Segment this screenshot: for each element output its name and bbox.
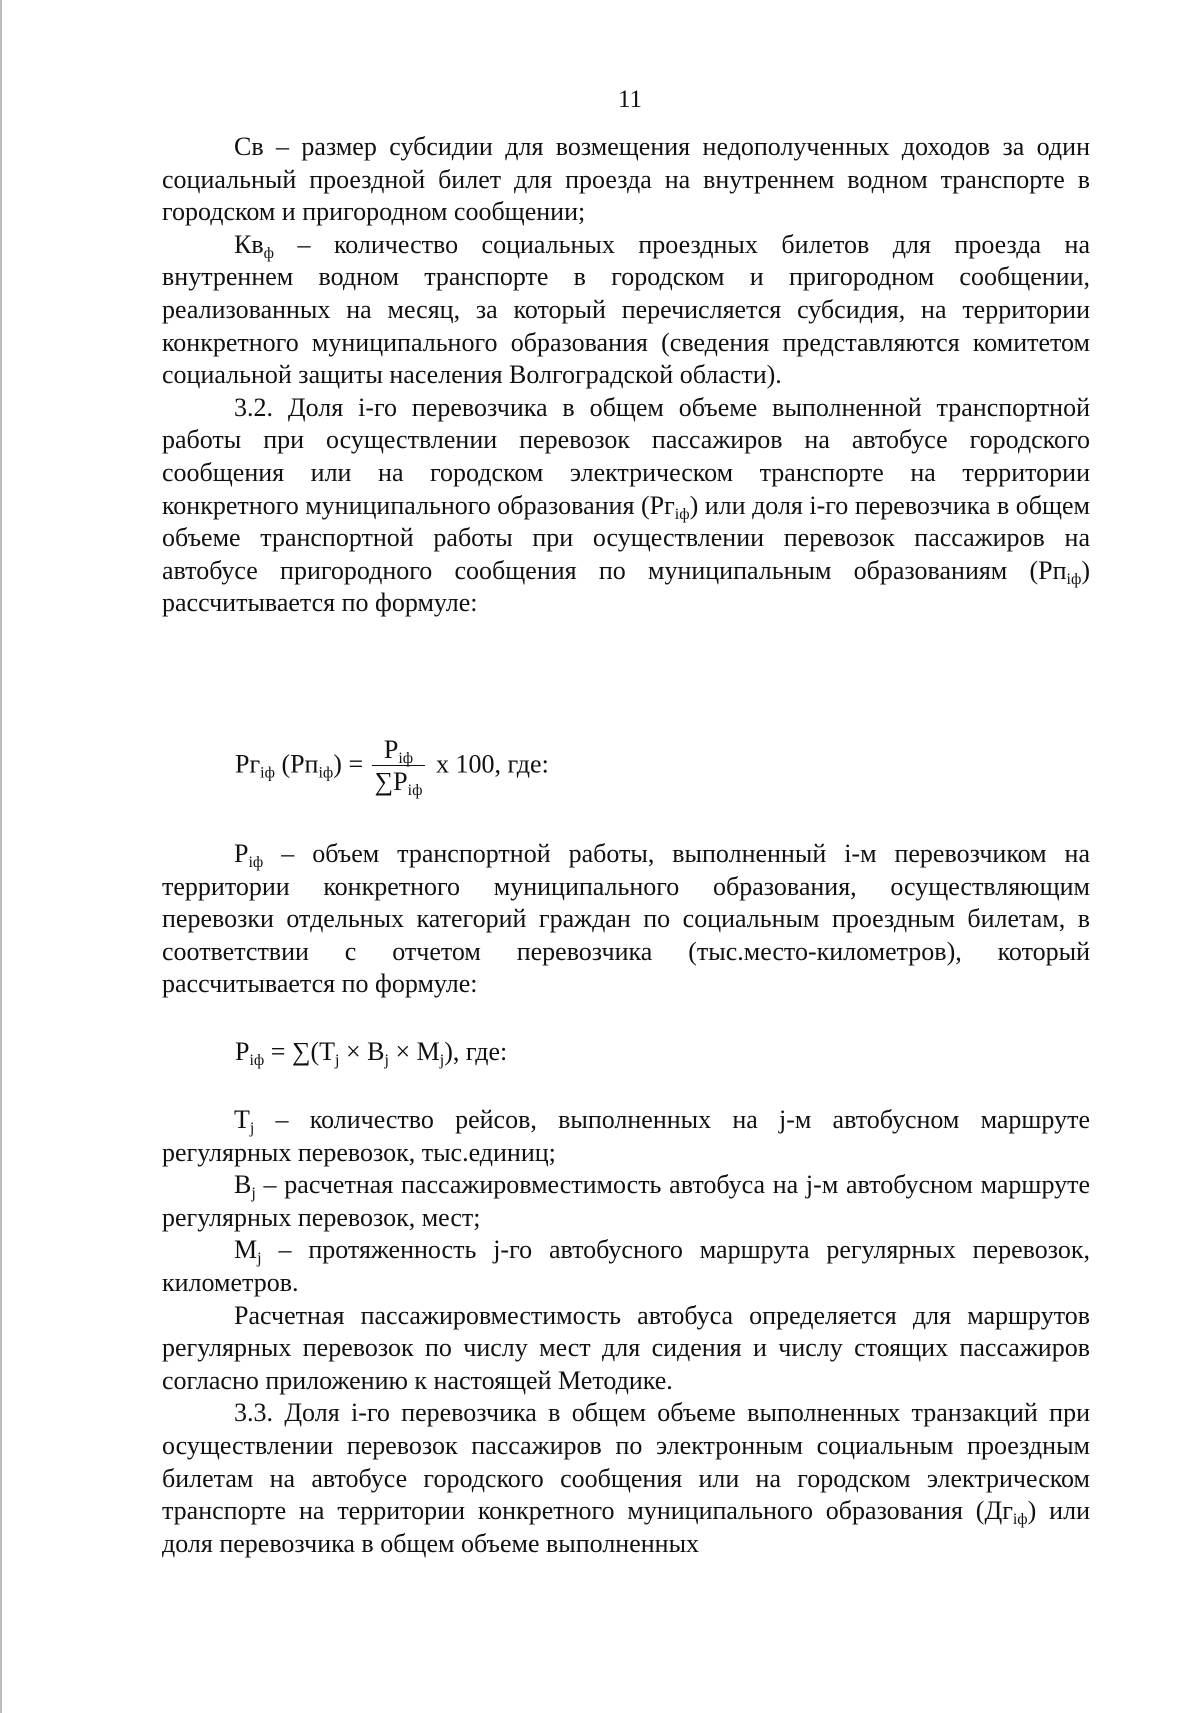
paragraph-capacity: Расчетная пассажировместимость автобуса определяется для маршрутов регулярных перевозок по числу мест для сидения и числу стоящих пассажиров согласно приложению к настоящей Методике. bbox=[162, 1300, 1090, 1395]
scan-edge bbox=[0, 0, 2, 1713]
formula-transport-work: $Р_{iф} = \sum(Т_j \times В_j \times М_j)$, где: bbox=[235, 1037, 508, 1069]
paragraph-3-3: 3.3. Доля i-го перевозчика в общем объеме выполненных транзакций при осуществлении перевозок пассажиров по электронным социальным проездным билетам на автобусе городского сообщения или на городском электрическом транспорте на территории конкретного муниципального образования $(Дг_{iф})$ или доля перевозчика в общем объеме выполненных bbox=[162, 1398, 1090, 1558]
paragraph-3-2: 3.2. Доля i-го перевозчика в общем объеме выполненной транспортной работы при осуществлении перевозок пассажиров на автобусе городского сообщения или на городском электрическом транспорте на территории конкретного муниципального образования $(Рг_{iф})$ или доля i-го перевозчика в общем объеме транспортной работы при осуществлении перевозок пассажиров на автобусе пригородного сообщения по муниципальным образованиям $(Рп_{iф})$ рассчитывается по формуле: bbox=[162, 392, 1090, 618]
text-block-1 bbox=[162, 131, 1090, 620]
paragraph-pif: $Р_{iф}$ – объем транспортной работы, выполненный i-м перевозчиком на территории конкретного муниципального образования, осуществляющим перевозки отдельных категорий граждан по социальным проездным билетам, в соответствии с отчетом перевозчика (тыс.место-километров), который рассчитывается по формуле: bbox=[162, 839, 1090, 999]
fraction-denominator: $\sum Р_{iф}$ bbox=[374, 767, 423, 799]
paragraph-kvf: $Кв_ф$ – количество социальных проездных билетов для проезда на внутреннем водном транспорте в городском и пригородном сообщении, реализованных на месяц, за который перечисляется субсидия, на территории конкретного муниципального образования (сведения представляются комитетом социальной защиты населения Волгоградской области). bbox=[162, 229, 1090, 390]
page-number: 11 bbox=[617, 86, 643, 113]
paragraph-mj: $М_j$ – протяженность j-го автобусного маршрута регулярных перевозок, километров. bbox=[162, 1235, 1090, 1297]
formula-fraction bbox=[372, 735, 426, 798]
text-block-3 bbox=[162, 1104, 1090, 1560]
paragraph-bj: $В_j$ – расчетная пассажировместимость автобуса на j-м автобусном маршруте регулярных перевозок, мест; bbox=[162, 1170, 1090, 1232]
text-block-2 bbox=[162, 838, 1090, 1001]
fraction-numerator: $Р_{iф}$ bbox=[372, 735, 426, 766]
formula-share: $Рг_{iф}$ $(Рп_{iф})$ = $\frac{Р_{iф}}{\sum Р_{iф}}$ х 100, где: bbox=[235, 735, 549, 799]
paragraph-sv: Св – размер субсидии для возмещения недополученных доходов за один социальный проездной билет для проезда на внутреннем водном транспорте в городском и пригородном сообщении; bbox=[162, 132, 1090, 227]
paragraph-tj: $Т_j$ – количество рейсов, выполненных на j-м автобусном маршруте регулярных перевозок, тыс.единиц; bbox=[162, 1105, 1090, 1167]
